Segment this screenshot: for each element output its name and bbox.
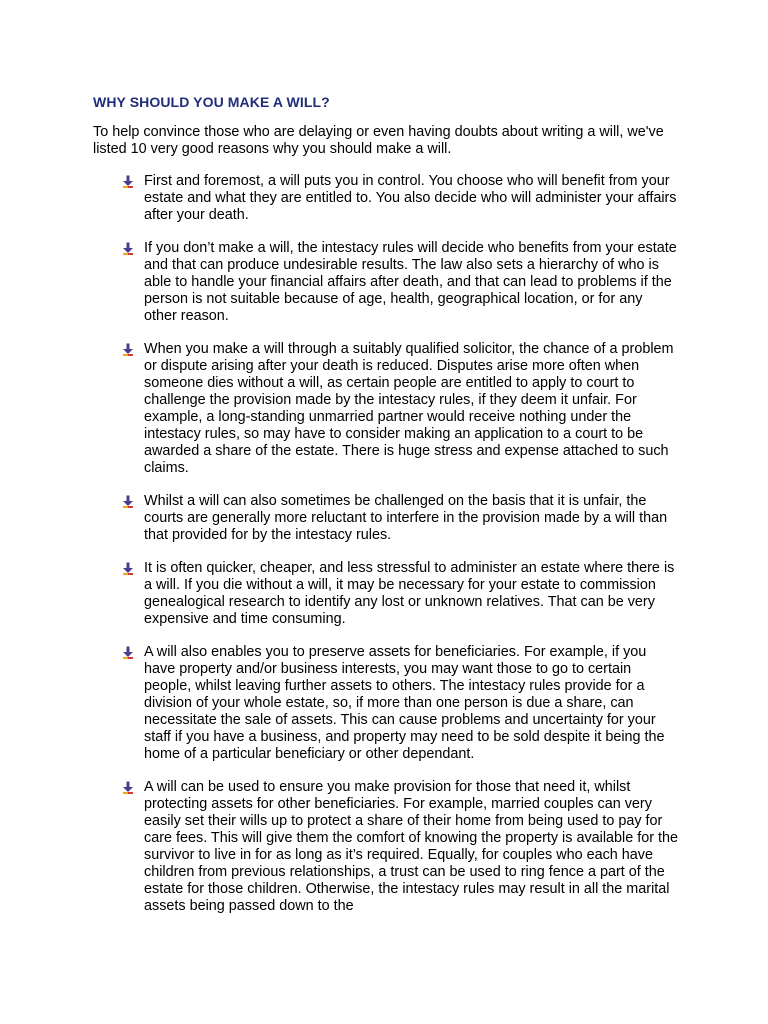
arrow-down-bullet-icon	[122, 646, 134, 659]
list-item-text: First and foremost, a will puts you in control. You choose who will benefit from your estate and what they are entitled to. You also decide who will administer your affairs after your death.	[144, 173, 677, 223]
list-item	[93, 240, 693, 325]
list-item-text: It is often quicker, cheaper, and less stressful to administer an estate where there is a will. If you die without a will, it may be necessary for your estate to commission genealogical research to identify any lost or unknown relatives. That can be very expensive and time consuming.	[144, 560, 675, 627]
arrow-down-bullet-icon	[122, 495, 134, 508]
list-item	[93, 779, 693, 915]
list-item	[93, 644, 693, 763]
reasons-list	[93, 173, 693, 915]
arrow-down-bullet-icon	[122, 562, 134, 575]
list-item-text: A will can be used to ensure you make provision for those that need it, whilst protecting assets for other beneficiaries. For example, married couples can very easily set their wills up to protect a share of their home from being used to pay for care fees. This will give them the comfort of knowing the property is available for the survivor to live in for as long as it’s required. Equally, for couples who each have children from previous relationships, a trust can be used to ring fence a part of the estate for those children. Otherwise, the intestacy rules may result in all the marital assets being passed down to the	[144, 779, 679, 914]
list-item-text: When you make a will through a suitably qualified solicitor, the chance of a problem or dispute arising after your death is reduced. Disputes arise more often when someone dies without a will, as certain people are entitled to apply to court to challenge the provision made by the intestacy rules, if they deem it unfair. For example, a long-standing unmarried partner would receive nothing under the intestacy rules, so may have to consider making an application to a court to be awarded a share of the estate. There is huge stress and expense attached to such claims.	[144, 341, 674, 476]
list-item-text: A will also enables you to preserve assets for beneficiaries. For example, if you have property and/or business interests, you may want those to go to certain people, whilst leaving further assets to others. The intestacy rules provide for a division of your whole estate, so, if more than one person is due a share, can necessitate the sale of assets. This can cause problems and uncertainty for your staff if you have a business, and property may need to be sold despite it being the home of a particular beneficiary or other dependant.	[144, 644, 665, 762]
page-title: WHY SHOULD YOU MAKE A WILL?	[93, 94, 330, 110]
list-item	[93, 173, 693, 224]
list-item-text: If you don’t make a will, the intestacy rules will decide who benefits from your estate and that can produce undesirable results. The law also sets a hierarchy of who is able to handle your financial affairs after death, and that can lead to problems if the person is not suitable because of age, health, geographical location, or for any other reason.	[144, 240, 677, 324]
arrow-down-bullet-icon	[122, 343, 134, 356]
list-item	[93, 493, 693, 544]
arrow-down-bullet-icon	[122, 242, 134, 255]
list-item-text: Whilst a will can also sometimes be challenged on the basis that it is unfair, the courts are generally more reluctant to interfere in the provision made by a will than that provided for by the intestacy rules.	[144, 493, 668, 543]
arrow-down-bullet-icon	[122, 781, 134, 794]
list-item	[93, 341, 693, 477]
intro-paragraph: To help convince those who are delaying or even having doubts about writing a will, we've listed 10 very good reasons why you should make a will.	[93, 124, 664, 157]
document-page	[93, 94, 693, 931]
arrow-down-bullet-icon	[122, 175, 134, 188]
list-item	[93, 560, 693, 628]
